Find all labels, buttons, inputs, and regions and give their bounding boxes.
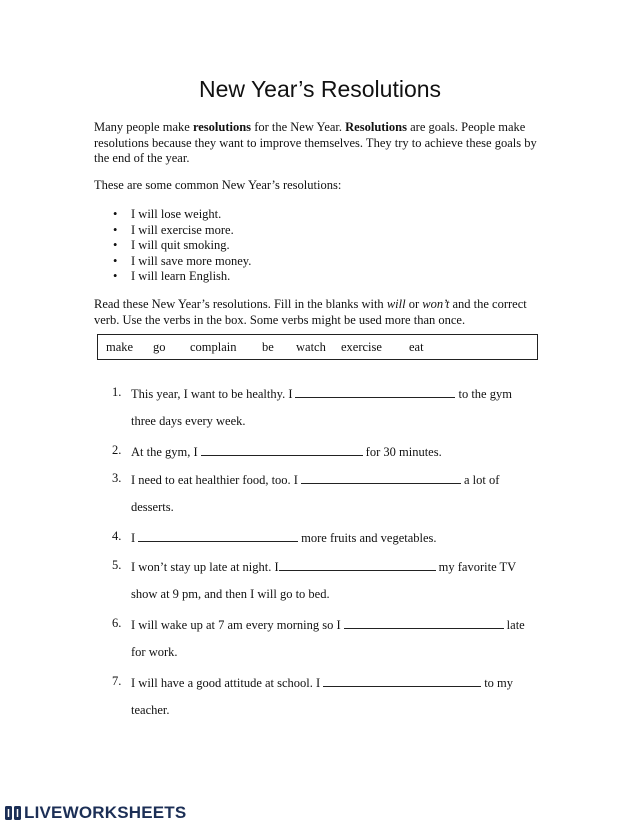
answer-blank-6[interactable] [344,616,504,629]
liveworksheets-footer[interactable] [4,803,186,823]
question-text-after: for 30 minutes. [365,445,442,459]
word-box-item: be [262,340,274,354]
question-continuation: desserts. [131,500,174,514]
question-line [131,529,437,546]
liveworksheets-logo-icon [4,804,22,822]
question-number: 6. [112,616,122,630]
question-line [131,674,513,691]
bullet-icon: • [113,253,118,268]
question-text-after: a lot of [463,473,500,487]
page-title: New Year’s Resolutions [198,76,442,102]
intro-bold-resolutions: resolutions [192,120,252,134]
answer-blank-4[interactable] [138,529,298,542]
bullet-icon: • [113,269,118,283]
instructions-text-2: and the correct verb. Use the verbs in the box. Some verbs might be used more than once. [94,297,527,327]
word-box-item: exercise [341,340,382,354]
question-text-before: I will wake up at 7 am every morning so I [131,618,341,632]
question-text-before: I won’t stay up late at night. I [131,560,279,574]
word-box-item: eat [409,340,424,354]
verb-word-box [97,334,538,360]
question-continuation: three days every week. [131,414,246,428]
list-item-text: I will exercise more. [131,222,234,237]
list-item-text: I will learn English. [131,269,231,283]
question-continuation: show at 9 pm, and then I will go to bed. [131,587,330,601]
intro-text-1: Many people make [94,120,193,134]
question-number: 7. [112,674,122,688]
liveworksheets-logo: LIVEWORKSHEETS [24,803,187,822]
list-item [94,254,251,270]
question-text-before: I need to eat healthier food, too. I [131,473,298,487]
list-item [94,269,251,285]
question-line [131,616,525,633]
lead-sentence: These are some common New Year’s resolutions: [94,178,342,192]
question-text-before: This year, I want to be healthy. I [131,387,293,401]
list-item [94,207,251,223]
question-number: 5. [112,558,122,572]
question-text-after: to the gym [458,387,512,401]
question-continuation: for work. [131,645,178,659]
intro-text-3: are goals. People make resolutions because they want to improve themselves. They try to achieve these goals by the end of the year. [94,120,537,166]
bullet-icon: • [113,222,118,237]
list-item-text: I will save more money. [131,253,252,268]
instructions-text-1: Read these New Year’s resolutions. Fill in the blanks with [94,297,387,311]
instructions-wont: won’t [422,297,450,311]
list-item [94,223,251,239]
word-box-item: go [153,340,166,354]
resolutions-list [94,207,251,285]
answer-blank-5[interactable] [279,558,436,571]
list-item-text: I will lose weight. [131,207,222,221]
question-number: 1. [112,385,122,399]
bullet-icon: • [113,238,118,252]
word-box-item: complain [190,340,237,354]
question-line [131,471,499,488]
question-text-after: more fruits and vegetables. [301,531,437,545]
question-text-before: I [131,531,136,545]
question-text-after: to my [484,676,514,690]
word-box-item: make [106,340,134,354]
question-number: 4. [112,529,122,543]
question-number: 2. [112,443,122,457]
question-text-after: my favorite TV [438,560,517,574]
instructions [94,297,546,328]
question-continuation: teacher. [131,703,170,717]
question-line [131,558,516,575]
intro-paragraph [94,120,546,167]
question-line [131,443,442,460]
instructions-or: or [405,297,423,311]
question-number: 3. [112,471,122,485]
bullet-icon: • [113,207,118,221]
question-text-after: late [506,618,525,632]
answer-blank-7[interactable] [323,674,481,687]
answer-blank-2[interactable] [201,443,363,456]
answer-blank-3[interactable] [301,471,461,484]
intro-text-2: for the New Year. [251,120,346,134]
list-item [94,238,251,254]
question-line [131,385,512,402]
list-item-text: I will quit smoking. [131,238,230,252]
question-text-before: I will have a good attitude at school. I [131,676,321,690]
intro-bold-resolutions-2: Resolutions [345,120,407,134]
instructions-will: will [386,297,406,311]
word-box-item: watch [296,340,326,354]
answer-blank-1[interactable] [295,385,455,398]
question-text-before: At the gym, I [131,445,198,459]
